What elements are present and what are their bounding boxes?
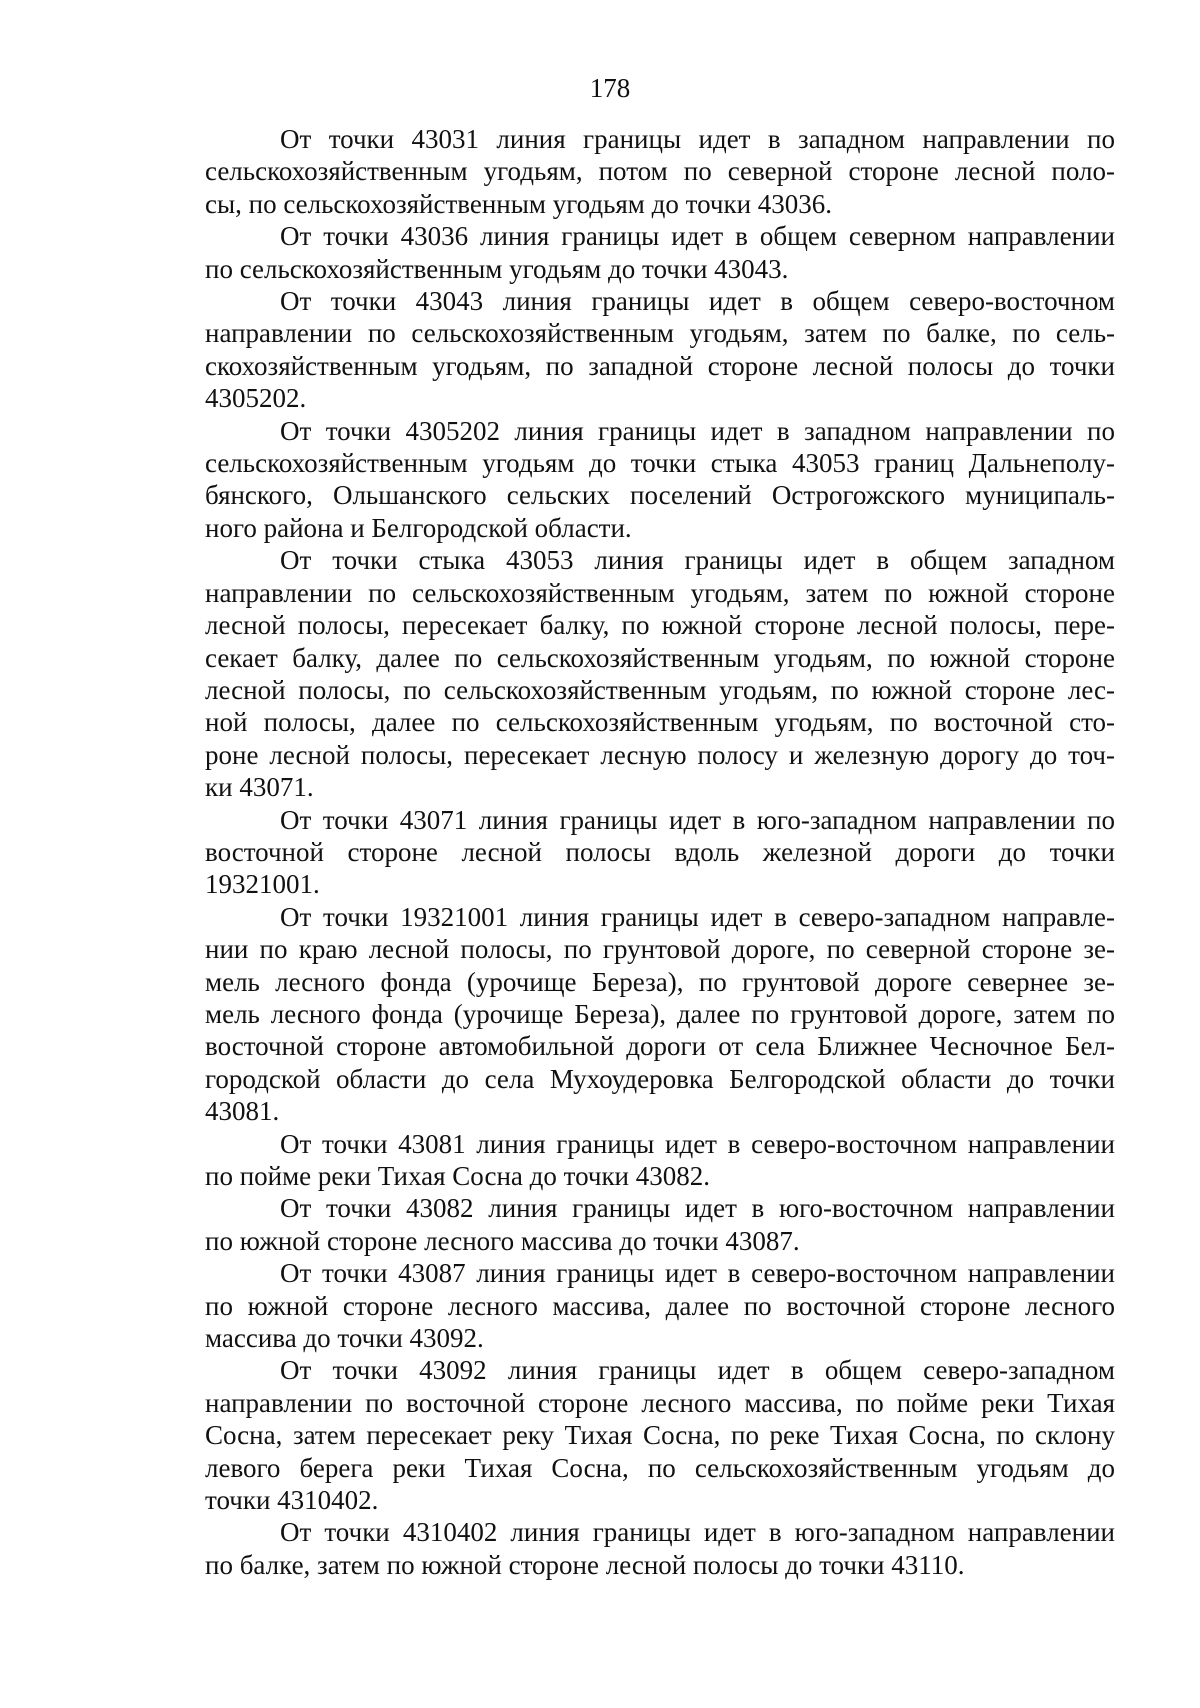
text-line: 19321001.: [205, 869, 320, 900]
text-line: направлении по сельскохозяйственным угодьям, затем по южной стороне: [205, 577, 1115, 608]
paragraph: [205, 901, 1115, 1128]
text-line: по пойме реки Тихая Сосна до точки 43082.: [205, 1161, 711, 1191]
text-line: От точки 19321001 линия границы идет в северо-западном направле-: [280, 901, 1115, 932]
text-line: От точки 43081 линия границы идет в северо-восточном направлении: [280, 1128, 1115, 1159]
paragraph: [205, 1516, 1115, 1581]
text-line: 4305202.: [205, 383, 307, 414]
paragraph: [205, 220, 1115, 285]
text-line: бянского, Ольшанского сельских поселений Острогожского муниципаль-: [205, 480, 1115, 511]
text-line: восточной стороне автомобильной дороги от села Ближнее Чесночное Бел-: [205, 1031, 1115, 1062]
text-line: сельскохозяйственным угодьям до точки стыка 43053 границ Дальнеполу-: [205, 448, 1115, 479]
text-line: 43081.: [205, 1096, 280, 1127]
text-line: От точки 43031 линия границы идет в западном направлении по: [280, 124, 1115, 154]
text-line: лесной полосы, пересекает балку, по южной стороне лесной полосы, пере-: [205, 610, 1115, 641]
paragraph: [205, 804, 1115, 901]
text-line: От точки стыка 43053 линия границы идет в общем западном: [280, 545, 1115, 576]
document-body: [205, 123, 1115, 1581]
text-line: ного района и Белгородской области.: [205, 512, 632, 543]
text-line: Сосна, затем пересекает реку Тихая Сосна, по реке Тихая Сосна, по склону: [205, 1420, 1115, 1451]
text-line: по балке, затем по южной стороне лесной полосы до точки 43110.: [205, 1549, 965, 1580]
text-line: скохозяйственным угодьям, по западной стороне лесной полосы до точки: [205, 350, 1115, 381]
text-line: От точки 43043 линия границы идет в общем северо-восточном: [280, 286, 1115, 317]
text-line: ной полосы, далее по сельскохозяйственным угодьям, по восточной сто-: [205, 707, 1115, 738]
text-line: по южной стороне лесного массива, далее по восточной стороне лесного: [205, 1290, 1115, 1321]
text-line: сельскохозяйственным угодьям, потом по северной стороне лесной поло-: [205, 156, 1115, 187]
text-line: по сельскохозяйственным угодьям до точки 43043.: [205, 253, 789, 284]
text-line: точки 4310402.: [205, 1485, 379, 1516]
text-line: городской области до села Мухоудеровка Белгородской области до точки: [205, 1063, 1115, 1094]
text-line: От точки 43082 линия границы идет в юго-восточном направлении: [280, 1193, 1115, 1224]
paragraph: [205, 1257, 1115, 1354]
text-line: левого берега реки Тихая Сосна, по сельскохозяйственным угодьям до: [205, 1452, 1115, 1483]
text-line: От точки 43036 линия границы идет в общем северном направлении: [280, 221, 1115, 252]
text-line: секает балку, далее по сельскохозяйственным угодьям, по южной стороне: [205, 642, 1115, 673]
text-line: От точки 43092 линия границы идет в общем северо-западном: [280, 1355, 1115, 1386]
text-line: От точки 43087 линия границы идет в северо-восточном направлении: [280, 1258, 1115, 1289]
text-line: роне лесной полосы, пересекает лесную полосу и железную дорогу до точ-: [205, 739, 1115, 770]
paragraph: [205, 1128, 1115, 1193]
text-line: нии по краю лесной полосы, по грунтовой дороге, по северной стороне зе-: [205, 934, 1115, 965]
paragraph: [205, 544, 1115, 803]
text-line: сы, по сельскохозяйственным угодьям до точки 43036.: [205, 188, 833, 219]
text-line: направлении по сельскохозяйственным угодьям, затем по балке, по сель-: [205, 318, 1115, 349]
text-line: От точки 43071 линия границы идет в юго-западном направлении по: [280, 804, 1115, 835]
text-line: ки 43071.: [205, 772, 314, 803]
text-line: восточной стороне лесной полосы вдоль железной дороги до точки: [205, 836, 1115, 867]
text-line: массива до точки 43092.: [205, 1323, 484, 1354]
text-line: лесной полосы, по сельскохозяйственным угодьям, по южной стороне лес-: [205, 674, 1115, 705]
text-line: мель лесного фонда (урочище Береза), далее по грунтовой дороге, затем по: [205, 998, 1115, 1029]
paragraph: [205, 285, 1115, 415]
text-line: От точки 4310402 линия границы идет в юго-западном направлении: [280, 1517, 1115, 1548]
paragraph: [205, 1192, 1115, 1257]
paragraph: [205, 415, 1115, 545]
paragraph: [205, 1354, 1115, 1516]
text-line: по южной стороне лесного массива до точки 43087.: [205, 1225, 800, 1256]
page-number: 178: [589, 73, 631, 103]
text-line: От точки 4305202 линия границы идет в западном направлении по: [280, 415, 1115, 446]
text-line: мель лесного фонда (урочище Береза), по грунтовой дороге севернее зе-: [205, 966, 1115, 997]
text-line: направлении по восточной стороне лесного массива, по пойме реки Тихая: [205, 1387, 1115, 1418]
paragraph: [205, 123, 1115, 220]
